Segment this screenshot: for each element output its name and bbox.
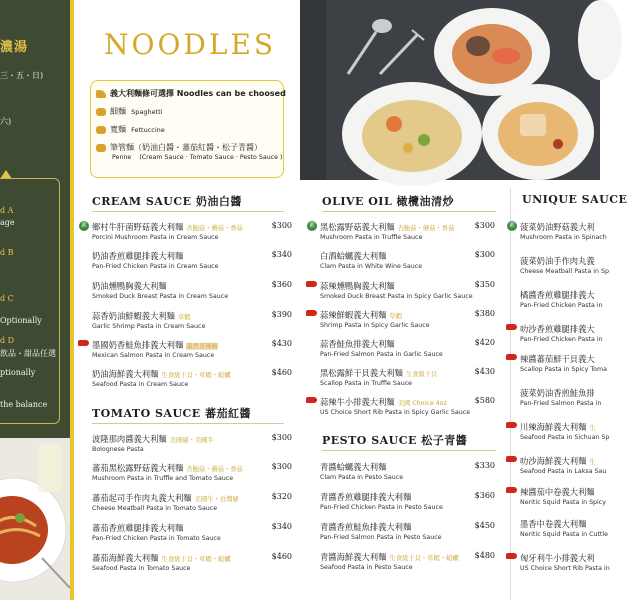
spicy-chili-icon bbox=[306, 281, 317, 287]
page-accent-bar bbox=[70, 0, 74, 600]
section-title-unique: UNIQUE SAUCE bbox=[522, 193, 627, 206]
section-title-olive-oil: OLIVE OIL 橄欖油清炒 bbox=[322, 195, 455, 208]
section-rule bbox=[92, 423, 284, 424]
menu-item: 橘醬香煎雞腿排義大 Pan-Fried Chicken Pasta in bbox=[520, 290, 603, 309]
menu-item: 匈牙利牛小排義大利 US Choice Short Rib Pasta in bbox=[520, 552, 600, 572]
item-price: $390 bbox=[271, 310, 292, 319]
menu-item: 白酒蛤蠣義大利麵 Clam Pasta in White Wine Sauce $300 bbox=[320, 250, 495, 270]
spicy-chili-icon bbox=[306, 310, 317, 316]
option-spaghetti: 細麵 Spaghetti bbox=[96, 106, 162, 117]
menu-item: 奶油燻鴨胸義大利麵 Smoked Duck Breast Pasta in Cream Sauce $360 bbox=[92, 280, 292, 300]
menu-item: 蕃茄起司手作肉丸義大利麵 美國牛・台灣豬 Cheese Meatball Pasta in Tomato Sauce $320 bbox=[92, 492, 292, 512]
spicy-chili-icon bbox=[506, 487, 517, 493]
section-title-cream: CREAM SAUCE 奶油白醬 bbox=[92, 195, 242, 208]
item-price: $460 bbox=[271, 552, 292, 561]
menu-item: 素 黑松露野菇義大利麵 杏鮑菇・蘑菇・香菇 Mushroom Pasta in Truffle Sauce $300 bbox=[308, 221, 495, 241]
column-divider bbox=[510, 188, 511, 600]
item-price: $300 bbox=[271, 433, 292, 442]
item-price: $360 bbox=[474, 491, 495, 500]
menu-item: 蕃茄黑松露野菇義大利麵 杏鮑菇・蘑菇・香菇 Mushroom Pasta in Truffle and Tomato Sauce $300 bbox=[92, 462, 292, 482]
menu-item: 波隆那肉醬義大利麵 美國豬・美國牛 Bolognese Pasta $300 bbox=[92, 433, 292, 453]
spicy-chili-icon bbox=[506, 456, 517, 462]
item-price: $480 bbox=[474, 551, 495, 560]
menu-item: 蒜香奶油鮮蝦義大利麵 草蝦 Garlic Shrimp Pasta in Cream Sauce $390 bbox=[92, 310, 292, 330]
menu-item: 墨香中卷義大利麵 Neritic Squid Pasta in Cuttle bbox=[520, 519, 609, 538]
item-price: $320 bbox=[271, 492, 292, 501]
set-d-text: ptionally bbox=[0, 368, 36, 377]
fettuccine-icon bbox=[96, 126, 106, 134]
menu-item: 青醬蛤蠣義大利麵 Clam Pasta in Pesto Sauce $330 bbox=[320, 461, 495, 481]
item-price: $340 bbox=[271, 250, 292, 259]
set-d-label: d D bbox=[0, 336, 15, 345]
penne-icon bbox=[96, 144, 106, 152]
item-price: $340 bbox=[271, 522, 292, 531]
section-rule bbox=[92, 211, 284, 212]
section-rule bbox=[322, 450, 496, 451]
menu-item: 墨國奶香鮭魚排義大利麵 墨西哥辣椒 Mexican Salmon Pasta in Cream Sauce $430 bbox=[92, 339, 292, 359]
vegetarian-badge-icon: 素 bbox=[508, 222, 515, 229]
spicy-chili-icon bbox=[506, 324, 517, 330]
menu-item: 蕃茄海鮮義大利麵 生食級干貝・草蝦・蛤蠣 Seafood Pasta in Tomato Sauce $460 bbox=[92, 552, 292, 572]
menu-item: 辣醬蕃茄鮮干貝義大 Scallop Pasta in Spicy Toma bbox=[520, 353, 600, 373]
menu-item: 蒜辣鮮蝦義大利麵 草蝦 Shrimp Pasta in Spicy Garlic Sauce $380 bbox=[320, 309, 495, 329]
menu-item: 蕃茄香煎雞腿排義大利麵 Pan-Fried Chicken Pasta in Tomato Sauce $340 bbox=[92, 522, 292, 542]
set-c-text: Optionally bbox=[0, 316, 42, 325]
noodle-choice-header: 義大利麵條可選擇 Noodles can be choosed bbox=[96, 88, 286, 99]
menu-item: 蒜香鮭魚排義大利麵 Pan-Fried Salmon Pasta in Garlic Sauce $420 bbox=[320, 338, 495, 358]
item-price: $460 bbox=[271, 368, 292, 377]
set-b-label: d B bbox=[0, 248, 14, 257]
set-c-label: d C bbox=[0, 294, 14, 303]
menu-item: 蒜辣牛小排義大利麵 美國 Choice 4oz US Choice Short Rib Pasta in Spicy Garlic Sauce $580 bbox=[320, 396, 495, 416]
set-drink-text: 飲品・甜品任選 bbox=[0, 349, 56, 358]
menu-item: 蒜辣燻鴨胸義大利麵 Smoked Duck Breast Pasta in Spicy Garlic Sauce $350 bbox=[320, 280, 495, 300]
item-price: $350 bbox=[474, 280, 495, 289]
item-price: $300 bbox=[271, 221, 292, 230]
soup-title: 濃湯 bbox=[0, 40, 29, 55]
pasta-photo-left bbox=[0, 438, 70, 600]
option-penne-en: Penne (Cream Sauce · Tomato Sauce · Pesto Sauce ) bbox=[112, 154, 283, 161]
menu-item: 川辣海鮮義大利麵 生 Seafood Pasta in Sichuan Sp bbox=[520, 421, 600, 441]
item-price: $330 bbox=[474, 461, 495, 470]
menu-item: 叻沙海鮮義大利麵 生 Seafood Pasta in Laksa Sau bbox=[520, 455, 600, 475]
menu-item: 青醬香煎雞腿排義大利麵 Pan-Fried Chicken Pasta in Pesto Sauce $360 bbox=[320, 491, 495, 511]
menu-item: 叻沙香煎雞腿排義大 Pan-Fried Chicken Pasta in bbox=[520, 323, 600, 343]
item-price: $380 bbox=[474, 309, 495, 318]
vegetarian-badge-icon: 素 bbox=[308, 222, 315, 229]
menu-item: 青醬海鮮義大利麵 生食級干貝・草蝦・蛤蠣 Seafood Pasta in Pesto Sauce $480 bbox=[320, 551, 495, 571]
spicy-chili-icon bbox=[78, 340, 89, 346]
item-price: $450 bbox=[474, 521, 495, 530]
spicy-chili-icon bbox=[506, 422, 517, 428]
item-price: $580 bbox=[474, 396, 495, 405]
menu-item: 奶油香煎雞腿排義大利麵 Pan-Fried Chicken Pasta in Cream Sauce $340 bbox=[92, 250, 292, 270]
vegetarian-badge-icon: 素 bbox=[80, 222, 87, 229]
page-title: NOODLES bbox=[104, 28, 277, 61]
menu-item: 菠菜奶油手作肉丸義 Cheese Meatball Pasta in Sp bbox=[520, 256, 610, 275]
set-a-text: age bbox=[0, 218, 15, 227]
balance-text: the balance bbox=[0, 400, 48, 409]
option-penne: 筆管麵（奶油白醬・蕃茄紅醬・松子青醬） bbox=[96, 142, 262, 153]
food-photo-banner bbox=[300, 0, 600, 180]
menu-item: 辣醬茄中卷義大利麵 Neritic Squid Pasta in Spicy bbox=[520, 486, 600, 506]
item-price: $360 bbox=[271, 280, 292, 289]
menu-item: 素 菠菜奶油野菇義大利 Mushroom Pasta in Spinach bbox=[508, 222, 607, 241]
menu-item: 黑松露鮮干貝義大利麵 生食級干貝 Scallop Pasta in Truffle Sauce $430 bbox=[320, 367, 495, 387]
section-rule bbox=[322, 211, 496, 212]
noodle-bowl-icon bbox=[96, 90, 106, 98]
item-price: $300 bbox=[474, 221, 495, 230]
spicy-chili-icon bbox=[506, 354, 517, 360]
menu-item: 素 鄉村牛肝菌野菇義大利麵 杏鮑菇・蘑菇・香菇 Porcini Mushroom Pasta in Cream Sauce $300 bbox=[80, 221, 292, 241]
item-price: $300 bbox=[271, 462, 292, 471]
section-title-tomato: TOMATO SAUCE 蕃茄紅醬 bbox=[92, 407, 252, 420]
item-price: $430 bbox=[474, 367, 495, 376]
spicy-chili-icon bbox=[306, 397, 317, 403]
line-six-text: 六) bbox=[0, 117, 12, 126]
menu-item: 奶油海鮮義大利麵 生食級干貝・草蝦・蛤蠣 Seafood Pasta in Cream Sauce $460 bbox=[92, 368, 292, 388]
menu-item: 菠菜奶油香煎鮭魚排 Pan-Fried Salmon Pasta in bbox=[520, 388, 602, 407]
days-text: 三・五・日) bbox=[0, 71, 44, 80]
option-fettuccine: 寬麵 Fettuccine bbox=[96, 124, 165, 135]
item-price: $430 bbox=[271, 339, 292, 348]
section-title-pesto: PESTO SAUCE 松子青醬 bbox=[322, 434, 468, 447]
item-price: $300 bbox=[474, 250, 495, 259]
spaghetti-icon bbox=[96, 108, 106, 116]
item-price: $420 bbox=[474, 338, 495, 347]
spicy-chili-icon bbox=[506, 553, 517, 559]
set-a-label: d A bbox=[0, 206, 14, 215]
menu-item: 青醬香煎鮭魚排義大利麵 Pan-Fried Salmon Pasta in Pesto Sauce $450 bbox=[320, 521, 495, 541]
